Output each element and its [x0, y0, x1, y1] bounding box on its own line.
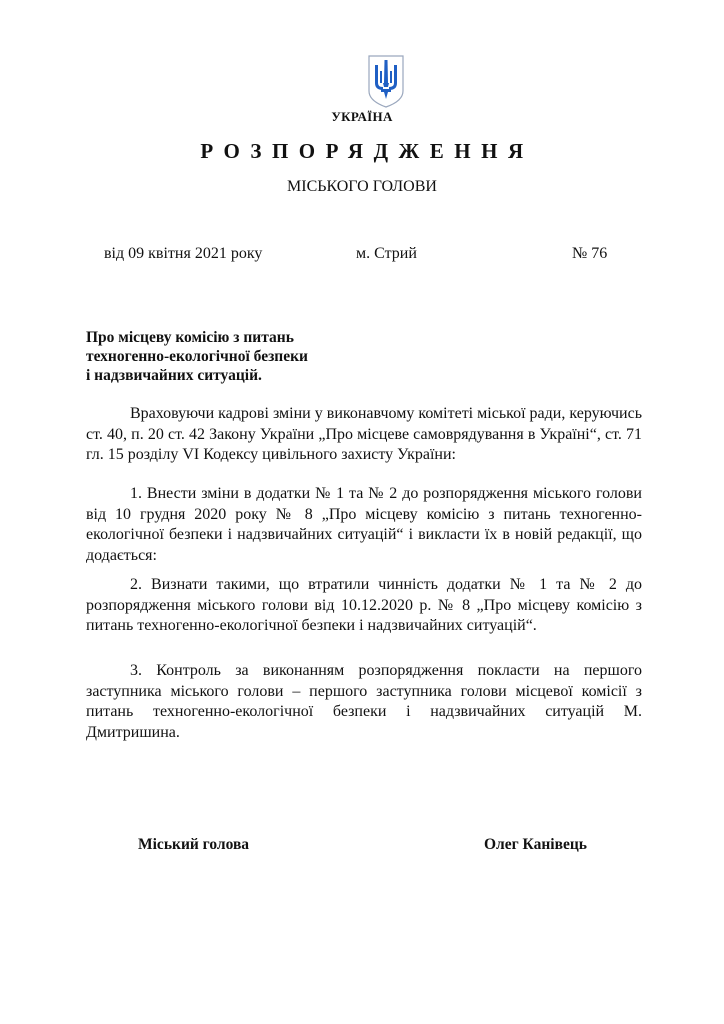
clause-2-paragraph: [86, 575, 642, 637]
paragraph-text: 1. Внести зміни в додатки № 1 та № 2 до розпорядження міського голови від 10 грудня 2020 року № 8 „Про місцеву комісію з питань техногенно-екологічної безпеки і надзвичайних ситуацій“ і викласти їх в новій редакції, що додається:: [86, 485, 642, 564]
signatory-name: Олег Канівець: [484, 836, 587, 853]
document-type-title: РОЗПОРЯДЖЕННЯ: [200, 139, 534, 163]
country-name: УКРАЇНА: [331, 109, 393, 124]
coat-of-arms-icon: [366, 53, 406, 109]
subject-line: і надзвичайних ситуацій.: [86, 367, 262, 384]
issuer-subtitle: МІСЬКОГО ГОЛОВИ: [287, 178, 437, 195]
subject-line: техногенно-екологічної безпеки: [86, 348, 308, 365]
document-date: від 09 квітня 2021 року: [104, 245, 263, 262]
document-number: № 76: [572, 245, 608, 262]
clause-3-paragraph: [86, 661, 642, 743]
paragraph-text: 3. Контроль за виконанням розпорядження покласти на першого заступника міського голови – першого заступника голови місцевої комісії з питань техногенно-екологічної безпеки і надзвичайних ситуацій М. Дмитришина.: [86, 662, 642, 741]
subject-line: Про місцеву комісію з питань: [86, 329, 294, 346]
paragraph-text: Враховуючи кадрові зміни у виконавчому комітеті міської ради, керуючись ст. 40, п. 20 ст. 42 Закону України „Про місцеве самоврядування в Україні“, ст. 71 гл. 15 розділу VI Кодексу цивільного захисту України:: [86, 405, 642, 463]
clause-1-paragraph: [86, 484, 642, 566]
document-subject: [86, 328, 308, 385]
document-place: м. Стрий: [356, 245, 417, 262]
paragraph-text: 2. Визнати такими, що втратили чинність додатки № 1 та № 2 до розпорядження міського голови від 10.12.2020 р. № 8 „Про місцеву комісію з питань техногенно-екологічної безпеки і надзвичайних ситуацій“.: [86, 576, 642, 634]
signatory-title: Міський голова: [138, 836, 250, 853]
preamble-paragraph: [86, 404, 642, 466]
